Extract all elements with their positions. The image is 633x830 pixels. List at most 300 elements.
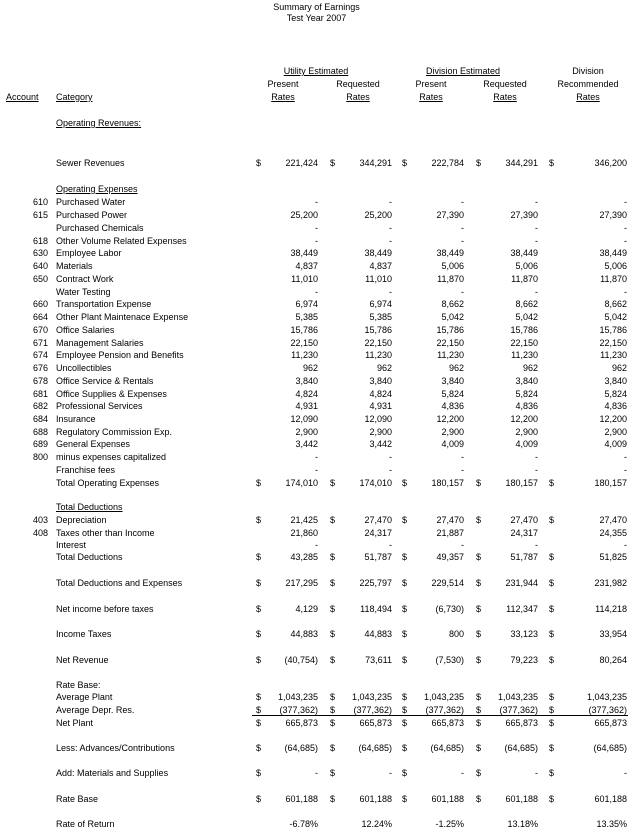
- value-cell: 11,230: [365, 350, 392, 360]
- value-cell: 15,786: [510, 325, 538, 335]
- category-label: Purchased Water: [56, 197, 126, 207]
- value-cell: -: [535, 197, 538, 207]
- account-number: 630: [32, 248, 48, 258]
- value-cell: (40,754): [284, 655, 318, 665]
- account-number: 676: [32, 363, 48, 373]
- value-cell: 601,188: [285, 794, 318, 804]
- value-cell: 174,010: [359, 478, 392, 488]
- value-cell: 231,982: [594, 578, 627, 588]
- value-cell: 1,043,235: [351, 692, 392, 702]
- value-cell: -: [315, 768, 318, 778]
- value-cell: 49,357: [436, 552, 464, 562]
- dollar-sign: $: [330, 158, 336, 168]
- value-cell: -: [389, 465, 392, 475]
- value-cell: 12.24%: [361, 819, 392, 829]
- value-cell: 344,291: [359, 158, 392, 168]
- value-cell: 5,006: [515, 261, 538, 271]
- category-label: Transportation Expense: [56, 299, 152, 309]
- value-cell: -: [535, 223, 538, 233]
- value-cell: 22,150: [436, 338, 464, 348]
- value-cell: (377,362): [279, 705, 318, 715]
- value-cell: 1,043,235: [586, 692, 627, 702]
- account-number: 681: [32, 389, 48, 399]
- value-cell: 38,449: [599, 248, 627, 258]
- value-cell: -: [389, 287, 392, 297]
- category-label: Employee Labor: [56, 248, 122, 258]
- dollar-sign: $: [402, 158, 408, 168]
- value-cell: 22,150: [599, 338, 627, 348]
- category-label: Uncollectibles: [56, 363, 112, 373]
- category-label: Office Supplies & Expenses: [56, 389, 167, 399]
- value-cell: -: [624, 465, 627, 475]
- value-cell: 12,200: [599, 414, 627, 424]
- value-cell: -: [461, 465, 464, 475]
- value-cell: -: [624, 540, 627, 550]
- value-cell: 5,824: [515, 389, 538, 399]
- dollar-sign: $: [476, 655, 482, 665]
- value-cell: 5,006: [604, 261, 627, 271]
- col5-header-top: Recommended: [557, 79, 619, 89]
- dollar-sign: $: [476, 718, 482, 728]
- value-cell: (6,730): [435, 604, 464, 614]
- category-label: Management Salaries: [56, 338, 144, 348]
- value-cell: 11,870: [437, 274, 464, 284]
- dollar-sign: $: [402, 578, 408, 588]
- value-cell: -: [461, 540, 464, 550]
- dollar-sign: $: [256, 515, 262, 525]
- value-cell: 15,786: [599, 325, 627, 335]
- category-label: Office Service & Rentals: [56, 376, 154, 386]
- value-cell: 21,887: [436, 528, 464, 538]
- dollar-sign: $: [256, 604, 262, 614]
- dollar-sign: $: [549, 794, 555, 804]
- value-cell: 11,230: [437, 350, 464, 360]
- value-cell: 25,200: [290, 210, 318, 220]
- dollar-sign: $: [476, 794, 482, 804]
- value-cell: 601,188: [505, 794, 538, 804]
- header-category: Category: [56, 92, 93, 102]
- dollar-sign: $: [549, 604, 555, 614]
- value-cell: -: [315, 452, 318, 462]
- category-label: Interest: [56, 540, 87, 550]
- value-cell: 21,425: [290, 515, 318, 525]
- value-cell: 2,900: [515, 427, 538, 437]
- col1-header-top: Present: [267, 79, 299, 89]
- dollar-sign: $: [549, 692, 555, 702]
- value-cell: 12,200: [436, 414, 464, 424]
- value-cell: (377,362): [353, 705, 392, 715]
- value-cell: 4,009: [515, 439, 538, 449]
- value-cell: 22,150: [364, 338, 392, 348]
- dollar-sign: $: [330, 655, 336, 665]
- account-number: 689: [32, 439, 48, 449]
- value-cell: 27,470: [364, 515, 392, 525]
- category-label: Employee Pension and Benefits: [56, 350, 184, 360]
- dollar-sign: $: [330, 478, 336, 488]
- account-number: 664: [32, 312, 48, 322]
- value-cell: -: [315, 197, 318, 207]
- value-cell: 11,230: [291, 350, 318, 360]
- category-label: Total Deductions and Expenses: [56, 578, 183, 588]
- dollar-sign: $: [476, 768, 482, 778]
- value-cell: -: [315, 236, 318, 246]
- value-cell: 601,188: [359, 794, 392, 804]
- value-cell: 962: [522, 363, 538, 373]
- value-cell: 1,043,235: [497, 692, 538, 702]
- dollar-sign: $: [330, 705, 336, 715]
- value-cell: 24,317: [510, 528, 538, 538]
- header-utility-estimated: Utility Estimated: [283, 66, 349, 76]
- value-cell: 174,010: [285, 478, 318, 488]
- value-cell: (64,685): [430, 743, 464, 753]
- category-label: Other Plant Maintenace Expense: [56, 312, 189, 322]
- category-label: Rate Base: [56, 794, 99, 804]
- category-label: Total Deductions: [56, 552, 123, 562]
- value-cell: 27,470: [599, 515, 627, 525]
- category-label: Purchased Power: [56, 210, 128, 220]
- value-cell: 5,006: [441, 261, 464, 271]
- value-cell: 665,873: [505, 718, 538, 728]
- dollar-sign: $: [402, 692, 408, 702]
- category-label: Taxes other than Income: [56, 528, 155, 538]
- category-label: Regulatory Commission Exp.: [56, 427, 173, 437]
- report-subtitle: Test Year 2007: [286, 13, 347, 23]
- value-cell: 4,129: [295, 604, 318, 614]
- account-number: 610: [32, 197, 48, 207]
- value-cell: -: [535, 452, 538, 462]
- dollar-sign: $: [402, 629, 408, 639]
- category-label: Water Testing: [56, 287, 111, 297]
- col5-header-bottom: Rates: [576, 92, 600, 102]
- value-cell: 5,042: [515, 312, 538, 322]
- category-label: Average Depr. Res.: [56, 705, 135, 715]
- value-cell: 11,870: [511, 274, 538, 284]
- category-label: Less: Advances/Contributions: [56, 743, 175, 753]
- category-label: Operating Revenues:: [56, 118, 142, 128]
- value-cell: 665,873: [359, 718, 392, 728]
- value-cell: -: [389, 236, 392, 246]
- value-cell: 665,873: [594, 718, 627, 728]
- dollar-sign: $: [549, 718, 555, 728]
- account-number: 650: [32, 274, 48, 284]
- account-number: 660: [32, 299, 48, 309]
- dollar-sign: $: [256, 655, 262, 665]
- dollar-sign: $: [549, 478, 555, 488]
- value-cell: 6,974: [369, 299, 392, 309]
- dollar-sign: $: [256, 552, 262, 562]
- account-number: 688: [32, 427, 48, 437]
- dollar-sign: $: [476, 515, 482, 525]
- dollar-sign: $: [549, 158, 555, 168]
- value-cell: 3,840: [604, 376, 627, 386]
- col1-header-bottom: Rates: [271, 92, 295, 102]
- value-cell: 5,824: [604, 389, 627, 399]
- value-cell: 5,385: [369, 312, 392, 322]
- value-cell: -: [461, 768, 464, 778]
- value-cell: -: [624, 197, 627, 207]
- dollar-sign: $: [330, 578, 336, 588]
- value-cell: (64,685): [284, 743, 318, 753]
- value-cell: 2,900: [369, 427, 392, 437]
- account-number: 800: [32, 452, 48, 462]
- category-label: Average Plant: [56, 692, 113, 702]
- value-cell: (64,685): [358, 743, 392, 753]
- value-cell: 3,840: [369, 376, 392, 386]
- value-cell: -: [389, 540, 392, 550]
- value-cell: 4,009: [604, 439, 627, 449]
- category-label: Total Deductions: [56, 502, 123, 512]
- value-cell: 112,347: [506, 604, 538, 614]
- value-cell: 27,390: [436, 210, 464, 220]
- category-label: Net income before taxes: [56, 604, 154, 614]
- col2-header-bottom: Rates: [346, 92, 370, 102]
- value-cell: 11,230: [600, 350, 627, 360]
- value-cell: -: [315, 223, 318, 233]
- dollar-sign: $: [256, 478, 262, 488]
- dollar-sign: $: [256, 743, 262, 753]
- value-cell: 2,900: [295, 427, 318, 437]
- value-cell: 3,840: [295, 376, 318, 386]
- dollar-sign: $: [549, 515, 555, 525]
- value-cell: 3,840: [515, 376, 538, 386]
- value-cell: 24,317: [364, 528, 392, 538]
- category-label: Income Taxes: [56, 629, 112, 639]
- subtotal-rule: [252, 715, 628, 716]
- value-cell: 180,157: [431, 478, 464, 488]
- dollar-sign: $: [256, 158, 262, 168]
- value-cell: 43,285: [290, 552, 318, 562]
- value-cell: 15,786: [436, 325, 464, 335]
- value-cell: -: [315, 540, 318, 550]
- value-cell: 4,836: [441, 401, 464, 411]
- dollar-sign: $: [330, 692, 336, 702]
- value-cell: 221,424: [285, 158, 318, 168]
- value-cell: 5,824: [441, 389, 464, 399]
- dollar-sign: $: [549, 655, 555, 665]
- value-cell: -: [535, 768, 538, 778]
- category-label: Net Revenue: [56, 655, 109, 665]
- value-cell: 4,837: [295, 261, 318, 271]
- value-cell: 11,010: [291, 274, 318, 284]
- value-cell: 1,043,235: [423, 692, 464, 702]
- value-cell: 6,974: [295, 299, 318, 309]
- dollar-sign: $: [330, 515, 336, 525]
- value-cell: (377,362): [425, 705, 464, 715]
- value-cell: 217,295: [285, 578, 318, 588]
- value-cell: (7,530): [435, 655, 464, 665]
- header-account: Account: [6, 92, 39, 102]
- value-cell: 346,200: [594, 158, 627, 168]
- value-cell: 15,786: [290, 325, 318, 335]
- category-label: Franchise fees: [56, 465, 116, 475]
- value-cell: -: [535, 236, 538, 246]
- value-cell: 118,494: [360, 604, 392, 614]
- category-label: General Expenses: [56, 439, 131, 449]
- value-cell: 5,042: [441, 312, 464, 322]
- value-cell: (377,362): [499, 705, 538, 715]
- value-cell: 962: [448, 363, 464, 373]
- value-cell: -: [535, 287, 538, 297]
- value-cell: 4,836: [604, 401, 627, 411]
- dollar-sign: $: [549, 552, 555, 562]
- value-cell: (64,685): [504, 743, 538, 753]
- account-number: 678: [32, 376, 48, 386]
- dollar-sign: $: [402, 794, 408, 804]
- col3-header-bottom: Rates: [419, 92, 443, 102]
- value-cell: 2,900: [604, 427, 627, 437]
- category-label: Operating Expenses: [56, 184, 138, 194]
- dollar-sign: $: [330, 768, 336, 778]
- category-label: Add: Materials and Supplies: [56, 768, 169, 778]
- value-cell: 27,470: [436, 515, 464, 525]
- value-cell: 22,150: [290, 338, 318, 348]
- account-number: 684: [32, 414, 48, 424]
- value-cell: 22,150: [510, 338, 538, 348]
- category-label: Purchased Chemicals: [56, 223, 144, 233]
- account-number: 671: [32, 338, 48, 348]
- value-cell: 44,883: [290, 629, 318, 639]
- value-cell: 11,870: [600, 274, 627, 284]
- dollar-sign: $: [330, 794, 336, 804]
- value-cell: 2,900: [441, 427, 464, 437]
- dollar-sign: $: [549, 743, 555, 753]
- dollar-sign: $: [402, 655, 408, 665]
- dollar-sign: $: [256, 794, 262, 804]
- dollar-sign: $: [256, 718, 262, 728]
- category-label: Contract Work: [56, 274, 114, 284]
- value-cell: -: [389, 223, 392, 233]
- value-cell: 73,611: [365, 655, 392, 665]
- dollar-sign: $: [476, 743, 482, 753]
- dollar-sign: $: [549, 578, 555, 588]
- value-cell: -6.78%: [289, 819, 318, 829]
- value-cell: 38,449: [290, 248, 318, 258]
- value-cell: -: [624, 768, 627, 778]
- dollar-sign: $: [476, 552, 482, 562]
- value-cell: 222,784: [431, 158, 464, 168]
- category-label: Depreciation: [56, 515, 107, 525]
- dollar-sign: $: [402, 718, 408, 728]
- dollar-sign: $: [402, 552, 408, 562]
- value-cell: 231,944: [505, 578, 538, 588]
- dollar-sign: $: [549, 629, 555, 639]
- category-label: Rate Base:: [56, 680, 101, 690]
- value-cell: -: [535, 465, 538, 475]
- value-cell: 962: [302, 363, 318, 373]
- value-cell: 229,514: [431, 578, 464, 588]
- account-number: 682: [32, 401, 48, 411]
- category-label: Insurance: [56, 414, 96, 424]
- dollar-sign: $: [256, 692, 262, 702]
- value-cell: 12,200: [510, 414, 538, 424]
- value-cell: 4,824: [295, 389, 318, 399]
- dollar-sign: $: [402, 478, 408, 488]
- value-cell: 5,385: [295, 312, 318, 322]
- value-cell: 4,931: [295, 401, 318, 411]
- col2-header-top: Requested: [336, 79, 380, 89]
- category-label: Other Volume Related Expenses: [56, 236, 187, 246]
- value-cell: 665,873: [285, 718, 318, 728]
- account-number: 618: [32, 236, 48, 246]
- value-cell: -: [624, 223, 627, 233]
- header-division: Division: [572, 66, 604, 76]
- value-cell: 225,797: [359, 578, 392, 588]
- value-cell: 44,883: [364, 629, 392, 639]
- dollar-sign: $: [476, 705, 482, 715]
- col4-header-top: Requested: [483, 79, 527, 89]
- value-cell: -: [535, 540, 538, 550]
- category-label: Professional Services: [56, 401, 143, 411]
- value-cell: 27,470: [510, 515, 538, 525]
- value-cell: 800: [448, 629, 464, 639]
- category-label: Net Plant: [56, 718, 94, 728]
- value-cell: 33,123: [510, 629, 538, 639]
- value-cell: 180,157: [505, 478, 538, 488]
- dollar-sign: $: [476, 578, 482, 588]
- value-cell: 601,188: [431, 794, 464, 804]
- category-label: minus expenses capitalized: [56, 452, 167, 462]
- dollar-sign: $: [330, 629, 336, 639]
- value-cell: 3,442: [295, 439, 318, 449]
- value-cell: 3,840: [441, 376, 464, 386]
- value-cell: 8,662: [515, 299, 538, 309]
- value-cell: 80,264: [599, 655, 627, 665]
- dollar-sign: $: [330, 552, 336, 562]
- value-cell: 27,390: [510, 210, 538, 220]
- value-cell: 114,218: [595, 604, 627, 614]
- dollar-sign: $: [402, 768, 408, 778]
- dollar-sign: $: [476, 158, 482, 168]
- category-label: Rate of Return: [56, 819, 115, 829]
- value-cell: 38,449: [510, 248, 538, 258]
- value-cell: -: [624, 287, 627, 297]
- value-cell: 962: [611, 363, 627, 373]
- value-cell: -: [624, 452, 627, 462]
- value-cell: 601,188: [594, 794, 627, 804]
- value-cell: 51,787: [364, 552, 392, 562]
- value-cell: 8,662: [604, 299, 627, 309]
- value-cell: 79,223: [510, 655, 538, 665]
- value-cell: 38,449: [364, 248, 392, 258]
- header-division-estimated: Division Estimated: [425, 66, 501, 76]
- value-cell: 344,291: [505, 158, 538, 168]
- value-cell: 8,662: [441, 299, 464, 309]
- category-label: Materials: [56, 261, 93, 271]
- value-cell: -: [624, 236, 627, 246]
- dollar-sign: $: [402, 604, 408, 614]
- dollar-sign: $: [476, 478, 482, 488]
- dollar-sign: $: [330, 604, 336, 614]
- value-cell: (377,362): [588, 705, 627, 715]
- value-cell: -: [461, 223, 464, 233]
- dollar-sign: $: [256, 768, 262, 778]
- dollar-sign: $: [330, 743, 336, 753]
- value-cell: 1,043,235: [277, 692, 318, 702]
- dollar-sign: $: [402, 515, 408, 525]
- value-cell: 38,449: [436, 248, 464, 258]
- value-cell: 11,230: [511, 350, 538, 360]
- value-cell: 51,787: [510, 552, 538, 562]
- value-cell: 180,157: [594, 478, 627, 488]
- value-cell: 15,786: [364, 325, 392, 335]
- value-cell: 24,355: [599, 528, 627, 538]
- value-cell: 21,860: [290, 528, 318, 538]
- dollar-sign: $: [256, 705, 262, 715]
- dollar-sign: $: [402, 743, 408, 753]
- dollar-sign: $: [256, 629, 262, 639]
- value-cell: -1.25%: [435, 819, 464, 829]
- value-cell: -: [389, 452, 392, 462]
